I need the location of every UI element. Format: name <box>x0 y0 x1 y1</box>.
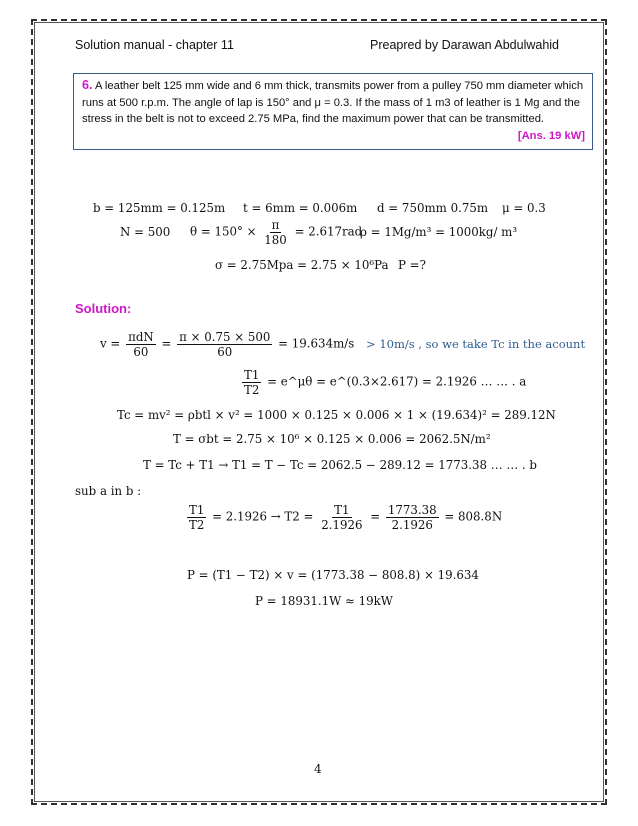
problem-box <box>73 73 593 150</box>
given-sigma: σ = 2.75Mpa = 2.75 × 10⁶Pa <box>215 258 389 272</box>
given-p: P =? <box>398 258 426 272</box>
max-tension-eq: T = σbt = 2.75 × 10⁶ × 0.125 × 0.006 = 2062.5N/m² <box>173 432 491 446</box>
given-b: b = 125mm = 0.125m <box>93 201 226 215</box>
power-eq: P = (T1 − T2) × v = (1773.38 − 808.8) × 19.634 <box>187 568 479 582</box>
given-d: d = 750mm 0.75m <box>377 201 489 215</box>
header-right: Preapred by Darawan Abdulwahid <box>370 38 560 52</box>
given-theta: θ = 150° × $\frac{\pi}{180}$ = 2.617rad <box>190 218 363 247</box>
velocity-note: > 10m/s , so we take Tc in the acount <box>366 336 586 351</box>
problem-number: 6. <box>82 78 93 92</box>
centrifugal-tension-eq: Tc = mv² = ρbtl × v² = 1000 × 0.125 × 0.006 × 1 × (19.634)² = 289.12N <box>117 408 556 422</box>
given-rho: ρ = 1Mg/m³ = 1000kg/ m³ <box>360 225 518 239</box>
tension-ratio-eq: $\frac{T1}{T2}$ = e^μθ = e^(0.3×2.617) = 2.1926 … … . a <box>244 368 527 397</box>
solution-label: Solution: <box>75 301 132 316</box>
sub-label: sub a in b : <box>75 484 142 498</box>
header-left: Solution manual - chapter 11 <box>75 38 234 52</box>
given-n: N = 500 <box>120 225 171 239</box>
problem-answer: [Ans. 19 kW] <box>517 129 585 142</box>
page-number: 4 <box>314 762 322 776</box>
problem-text: A leather belt 125 mm wide and 6 mm thick, transmits power from a pulley 750 mm diameter which runs at 500 r.p.m. The angle of lap is 150° and μ = 0.3. If the mass of 1 m3 of leather is 1 Mg and the stress in the belt is not to exceed 2.75 MPa, find the maximum power that can be transmitted. <box>82 80 584 125</box>
theta-fraction: $\frac{\pi}{180}$ <box>264 218 287 247</box>
tight-side-eq: T = Tc + T1 → T1 = T − Tc = 2062.5 − 289.12 = 1773.38 … … . b <box>143 458 537 472</box>
slack-side-eq: $\frac{T1}{T2}$ = 2.1926 → T2 = $\frac{T1}{2.1926}$ = $\frac{1773.38}{2.1926}$ = 808.8N <box>189 503 503 532</box>
given-t: t = 6mm = 0.006m <box>243 201 358 215</box>
given-mu: μ = 0.3 <box>502 201 546 215</box>
power-result: P = 18931.1W ≈ 19kW <box>255 594 393 608</box>
velocity-eq: v = $\frac{\text{πdN}}{60}$ = $\frac{\pi \times 0.75 \times 500}{60}$ = 19.634m/s > 10m/s , so we take Tc in the acount <box>100 330 586 359</box>
